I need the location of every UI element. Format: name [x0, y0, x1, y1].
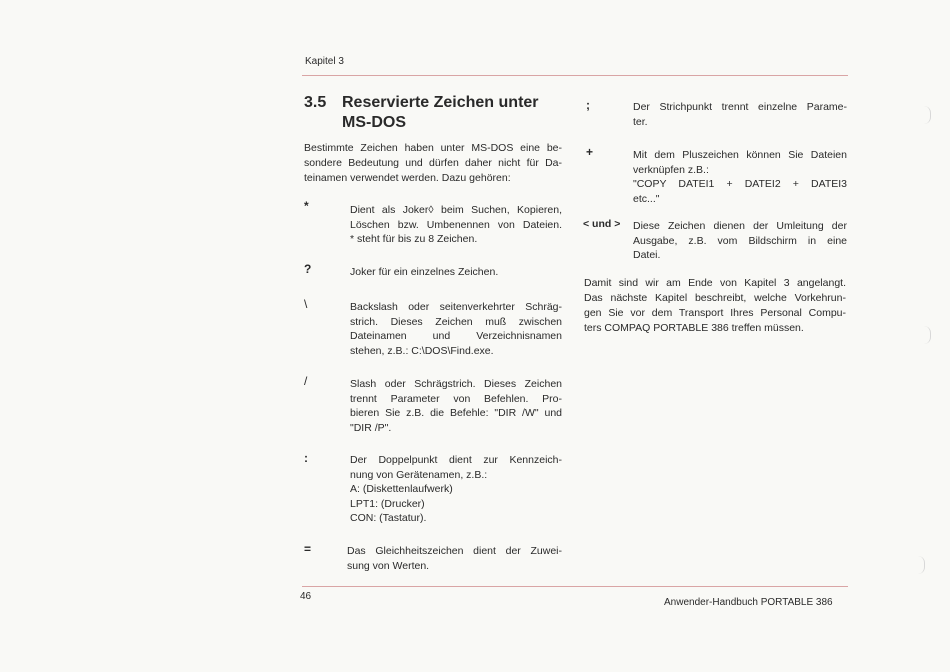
entry-backslash-text [350, 300, 562, 358]
symbol-angle-brackets: < und > [583, 218, 621, 230]
entry-line: stehen, z.B.: C:\DOS\Find.exe. [350, 344, 494, 357]
entry-line: verknüpfen z.B.: [633, 163, 709, 176]
symbol-colon: : [304, 451, 308, 465]
section-title [342, 93, 539, 133]
symbol-question: ? [304, 262, 312, 276]
entry-line: nung von Gerätenamen, z.B.: [350, 468, 488, 481]
entry-line: "COPY DATEI1 + DATEI2 + DATEI3 [633, 178, 847, 190]
entry-asterisk-text [350, 203, 562, 247]
entry-line: Das Gleichheitszeichen dient der Zuwei- [347, 545, 562, 557]
entry-line: Backslash oder seitenverkehrter Schräg- [350, 301, 562, 313]
entry-angle-brackets-text [633, 219, 847, 263]
entry-line: LPT1: (Drucker) [350, 497, 425, 510]
entry-question-text [350, 265, 562, 280]
entry-line: bieren Sie z.B. die Befehle: "DIR /W" und [350, 407, 562, 419]
page-edge-mark [918, 556, 925, 574]
symbol-equals: = [304, 542, 312, 556]
entry-line: Slash oder Schrägstrich. Dieses Zeichen [350, 378, 562, 390]
section-title-line1: Reservierte Zeichen unter [342, 94, 539, 111]
entry-plus-text [633, 148, 847, 206]
chapter-header: Kapitel 3 [305, 56, 344, 67]
intro-line: sondere Bedeutung und dürfen daher nicht für Da- [304, 157, 562, 169]
page-number: 46 [300, 591, 312, 602]
entry-line: A: (Diskettenlaufwerk) [350, 483, 453, 495]
entry-line: * steht für bis zu 8 Zeichen. [350, 233, 478, 245]
symbol-semicolon: ; [586, 98, 590, 112]
closing-line: Das nächste Kapitel beschreibt, welche Vorkehrun- [584, 292, 846, 304]
symbol-slash: / [304, 374, 308, 388]
entry-line: etc..." [633, 192, 660, 205]
entry-line: ter. [633, 115, 648, 128]
symbol-asterisk: * [304, 199, 309, 213]
closing-line: gen Sie vor dem Transport Ihres Personal Compu- [584, 307, 846, 319]
entry-line: Diese Zeichen dienen der Umleitung der [633, 220, 847, 232]
closing-paragraph [584, 276, 846, 336]
page-edge-mark [924, 106, 931, 124]
page-edge-mark [924, 326, 931, 344]
closing-line: Damit sind wir am Ende von Kapitel 3 angelangt. [584, 277, 846, 289]
entry-line: Datei. [633, 249, 661, 261]
header-rule [302, 75, 848, 76]
entry-line: "DIR /P". [350, 421, 392, 434]
intro-paragraph [304, 141, 562, 186]
entry-semicolon-text [633, 100, 847, 129]
entry-line: Der Doppelpunkt dient zur Kennzeich- [350, 454, 562, 466]
entry-line: Löschen bzw. Umbenennen von Dateien. [350, 218, 562, 231]
section-title-line2: MS-DOS [342, 114, 406, 131]
entry-line: trennt Parameter von Befehlen. Pro- [350, 392, 562, 405]
intro-line: Bestimmte Zeichen haben unter MS-DOS eine be- [304, 142, 562, 154]
entry-equals-text [347, 544, 562, 573]
book-title: Anwender-Handbuch PORTABLE 386 [664, 597, 833, 608]
section-number: 3.5 [304, 94, 327, 111]
entry-line: Der Strichpunkt trennt einzelne Parame- [633, 101, 847, 113]
entry-line: Joker für ein einzelnes Zeichen. [350, 266, 499, 278]
entry-line: Ausgabe, z.B. vom Bildschirm in eine [633, 234, 847, 247]
entry-line: CON: (Tastatur). [350, 512, 427, 524]
entry-line: strich. Dieses Zeichen muß zwischen [350, 315, 562, 328]
closing-line: ters COMPAQ PORTABLE 386 treffen müssen. [584, 322, 804, 334]
entry-slash-text [350, 377, 562, 435]
intro-line: teinamen verwendet werden. Dazu gehören: [304, 172, 511, 184]
symbol-plus: + [586, 145, 594, 159]
entry-line: Mit dem Pluszeichen können Sie Dateien [633, 149, 847, 161]
entry-line: sung von Werten. [347, 559, 430, 572]
entry-line: Dient als Joker◊ beim Suchen, Kopieren, [350, 204, 562, 216]
entry-colon-text [350, 453, 562, 526]
symbol-backslash: \ [304, 297, 308, 311]
footer-rule [302, 586, 848, 587]
entry-line: Dateinamen und Verzeichnisnamen [350, 330, 562, 342]
